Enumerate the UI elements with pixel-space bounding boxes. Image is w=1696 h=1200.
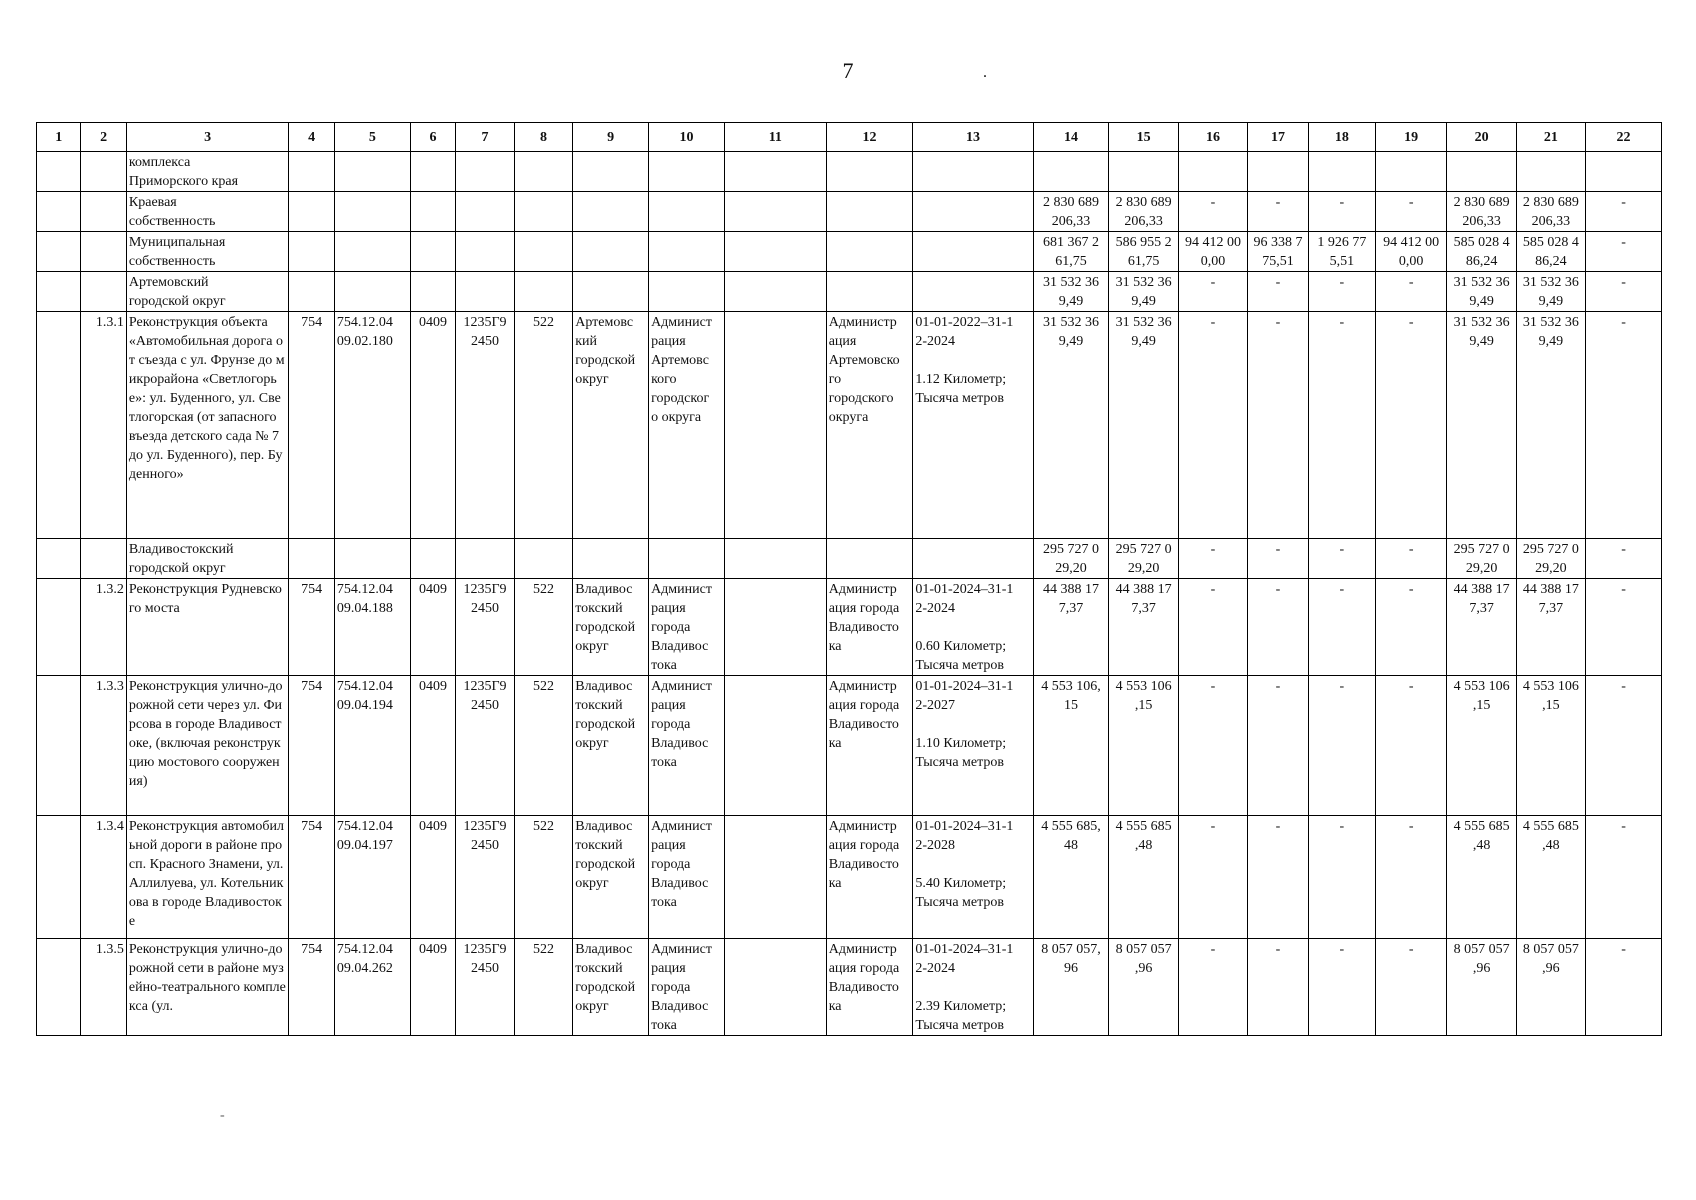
table-cell-col-21: 2 830 689 206,33	[1516, 192, 1585, 232]
column-header: 5	[334, 123, 410, 152]
table-cell-col-5	[334, 192, 410, 232]
table-cell-col-20: 585 028 4 86,24	[1447, 232, 1516, 272]
bottom-mark: -	[220, 1108, 225, 1123]
column-header: 18	[1308, 123, 1375, 152]
table-cell-col-17: -	[1248, 676, 1309, 816]
table-cell-col-22: -	[1586, 816, 1662, 939]
table-cell-col-18: 1 926 77 5,51	[1308, 232, 1375, 272]
column-header: 19	[1375, 123, 1447, 152]
table-cell-col-1	[37, 539, 81, 579]
table-cell-col-4	[289, 539, 335, 579]
table-cell-col-11	[724, 579, 826, 676]
table-cell-col-7	[456, 152, 515, 192]
table-cell-col-16: -	[1178, 939, 1247, 1036]
header-row	[37, 123, 1662, 152]
table-cell-col-15: 586 955 2 61,75	[1109, 232, 1178, 272]
table-cell-col-17: -	[1248, 312, 1309, 539]
table-cell-col-11	[724, 152, 826, 192]
table-cell-col-3: Краевая собственность	[126, 192, 289, 232]
table-row	[37, 676, 1662, 816]
table-cell-col-6: 0409	[410, 579, 456, 676]
table-cell-col-21: 31 532 36 9,49	[1516, 312, 1585, 539]
table-cell-col-12	[826, 539, 913, 579]
table-cell-col-2	[81, 232, 127, 272]
table-cell-col-17: -	[1248, 579, 1309, 676]
table-cell-col-22: -	[1586, 579, 1662, 676]
table-cell-col-8	[514, 272, 573, 312]
table-cell-col-13	[913, 539, 1033, 579]
table-cell-col-13: 01-01-2024–31-1 2-2024 0.60 Километр; Тысяча метров	[913, 579, 1033, 676]
table-cell-col-4: 754	[289, 676, 335, 816]
table-cell-col-12	[826, 192, 913, 232]
table-cell-col-2	[81, 192, 127, 232]
table-cell-col-18	[1308, 152, 1375, 192]
column-header: 4	[289, 123, 335, 152]
table-cell-col-19: -	[1375, 272, 1447, 312]
table-cell-col-21	[1516, 152, 1585, 192]
table-cell-col-6	[410, 272, 456, 312]
table-row	[37, 816, 1662, 939]
table-cell-col-20: 2 830 689 206,33	[1447, 192, 1516, 232]
table-cell-col-21: 4 555 685 ,48	[1516, 816, 1585, 939]
table-cell-col-15	[1109, 152, 1178, 192]
column-header: 8	[514, 123, 573, 152]
table-row	[37, 192, 1662, 232]
table-cell-col-10	[649, 152, 725, 192]
table-cell-col-8: 522	[514, 312, 573, 539]
table-cell-col-22: -	[1586, 939, 1662, 1036]
table-cell-col-11	[724, 939, 826, 1036]
table-cell-col-17: -	[1248, 272, 1309, 312]
table-cell-col-15: 31 532 36 9,49	[1109, 312, 1178, 539]
table-cell-col-17: 96 338 7 75,51	[1248, 232, 1309, 272]
column-header: 13	[913, 123, 1033, 152]
table-cell-col-13: 01-01-2022–31-1 2-2024 1.12 Километр; Тысяча метров	[913, 312, 1033, 539]
table-cell-col-8	[514, 232, 573, 272]
table-cell-col-11	[724, 539, 826, 579]
table-cell-col-19: -	[1375, 192, 1447, 232]
table-cell-col-17: -	[1248, 816, 1309, 939]
table-cell-col-18: -	[1308, 312, 1375, 539]
table-cell-col-5: 754.12.04 09.04.194	[334, 676, 410, 816]
table-cell-col-6: 0409	[410, 312, 456, 539]
table-cell-col-6: 0409	[410, 816, 456, 939]
table-cell-col-18: -	[1308, 539, 1375, 579]
table-cell-col-3: Реконструкция улично-дорожной сети через ул. Фирсова в городе Владивостоке, (включая реконструкцию мостового сооружения)	[126, 676, 289, 816]
table-cell-col-21: 585 028 4 86,24	[1516, 232, 1585, 272]
table-cell-col-14: 2 830 689 206,33	[1033, 192, 1109, 232]
table-cell-col-15: 44 388 17 7,37	[1109, 579, 1178, 676]
table-cell-col-14: 44 388 17 7,37	[1033, 579, 1109, 676]
table-cell-col-13: 01-01-2024–31-1 2-2024 2.39 Километр; Тысяча метров	[913, 939, 1033, 1036]
table-cell-col-10	[649, 192, 725, 232]
table-cell-col-6	[410, 152, 456, 192]
table-cell-col-2: 1.3.2	[81, 579, 127, 676]
table-cell-col-22: -	[1586, 539, 1662, 579]
table-cell-col-6: 0409	[410, 676, 456, 816]
table-cell-col-5: 754.12.04 09.04.197	[334, 816, 410, 939]
column-header: 14	[1033, 123, 1109, 152]
table-cell-col-9	[573, 539, 649, 579]
table-cell-col-16: -	[1178, 676, 1247, 816]
table-cell-col-21: 8 057 057 ,96	[1516, 939, 1585, 1036]
table-row	[37, 232, 1662, 272]
table-cell-col-12: Администр ация города Владивосто ка	[826, 676, 913, 816]
table-cell-col-13: 01-01-2024–31-1 2-2027 1.10 Километр; Тысяча метров	[913, 676, 1033, 816]
table-cell-col-8: 522	[514, 939, 573, 1036]
table-cell-col-4	[289, 232, 335, 272]
column-header: 3	[126, 123, 289, 152]
table-cell-col-3: Владивостокский городской округ	[126, 539, 289, 579]
budget-table	[36, 122, 1662, 1036]
table-cell-col-1	[37, 272, 81, 312]
table-cell-col-22: -	[1586, 676, 1662, 816]
table-cell-col-5: 754.12.04 09.04.262	[334, 939, 410, 1036]
column-header: 10	[649, 123, 725, 152]
table-cell-col-1	[37, 152, 81, 192]
table-cell-col-4: 754	[289, 939, 335, 1036]
table-cell-col-13: 01-01-2024–31-1 2-2028 5.40 Километр; Тысяча метров	[913, 816, 1033, 939]
table-cell-col-16: 94 412 00 0,00	[1178, 232, 1247, 272]
table-cell-col-9	[573, 272, 649, 312]
table-cell-col-6	[410, 232, 456, 272]
table-cell-col-21: 44 388 17 7,37	[1516, 579, 1585, 676]
table-cell-col-8: 522	[514, 676, 573, 816]
table-cell-col-11	[724, 272, 826, 312]
table-cell-col-8	[514, 539, 573, 579]
table-cell-col-11	[724, 816, 826, 939]
table-row	[37, 272, 1662, 312]
table-cell-col-7	[456, 539, 515, 579]
table-cell-col-14: 4 555 685, 48	[1033, 816, 1109, 939]
table-cell-col-22	[1586, 152, 1662, 192]
column-header: 11	[724, 123, 826, 152]
table-cell-col-13	[913, 232, 1033, 272]
table-cell-col-17: -	[1248, 539, 1309, 579]
table-cell-col-17: -	[1248, 192, 1309, 232]
table-cell-col-19: 94 412 00 0,00	[1375, 232, 1447, 272]
table-cell-col-11	[724, 676, 826, 816]
column-header: 1	[37, 123, 81, 152]
column-header: 12	[826, 123, 913, 152]
table-cell-col-20: 4 553 106 ,15	[1447, 676, 1516, 816]
table-cell-col-4	[289, 192, 335, 232]
table-row	[37, 312, 1662, 539]
table-cell-col-4: 754	[289, 579, 335, 676]
table-cell-col-20	[1447, 152, 1516, 192]
table-cell-col-10	[649, 232, 725, 272]
table-cell-col-7: 1235Г9 2450	[456, 939, 515, 1036]
table-cell-col-4: 754	[289, 312, 335, 539]
table-cell-col-8: 522	[514, 816, 573, 939]
table-cell-col-11	[724, 192, 826, 232]
table-row	[37, 152, 1662, 192]
table-cell-col-16: -	[1178, 192, 1247, 232]
table-cell-col-14: 681 367 2 61,75	[1033, 232, 1109, 272]
table-cell-col-10: Админист рация города Владивос тока	[649, 579, 725, 676]
table-cell-col-8	[514, 192, 573, 232]
table-cell-col-7	[456, 232, 515, 272]
table-cell-col-4	[289, 272, 335, 312]
table-cell-col-12	[826, 272, 913, 312]
table-cell-col-20: 295 727 0 29,20	[1447, 539, 1516, 579]
table-cell-col-16: -	[1178, 312, 1247, 539]
page-dot-mark: .	[983, 64, 987, 81]
table-cell-col-22: -	[1586, 312, 1662, 539]
table-cell-col-12	[826, 232, 913, 272]
table-cell-col-15: 2 830 689 206,33	[1109, 192, 1178, 232]
table-cell-col-15: 31 532 36 9,49	[1109, 272, 1178, 312]
table-cell-col-5: 754.12.04 09.02.180	[334, 312, 410, 539]
table-cell-col-19: -	[1375, 579, 1447, 676]
table-cell-col-10: Админист рация города Владивос тока	[649, 676, 725, 816]
table-cell-col-16: -	[1178, 272, 1247, 312]
table-cell-col-9: Владивос токский городской округ	[573, 939, 649, 1036]
table-cell-col-8: 522	[514, 579, 573, 676]
table-cell-col-12	[826, 152, 913, 192]
column-header: 22	[1586, 123, 1662, 152]
table-cell-col-5	[334, 272, 410, 312]
table-cell-col-12: Администр ация города Владивосто ка	[826, 816, 913, 939]
table-cell-col-14: 31 532 36 9,49	[1033, 272, 1109, 312]
table-cell-col-7	[456, 192, 515, 232]
table-cell-col-14: 295 727 0 29,20	[1033, 539, 1109, 579]
table-cell-col-9	[573, 192, 649, 232]
table-cell-col-2: 1.3.4	[81, 816, 127, 939]
table-cell-col-21: 295 727 0 29,20	[1516, 539, 1585, 579]
table-cell-col-12: Администр ация города Владивосто ка	[826, 579, 913, 676]
table-cell-col-18: -	[1308, 676, 1375, 816]
table-cell-col-13	[913, 272, 1033, 312]
page-number: 7	[842, 58, 854, 83]
table-cell-col-14	[1033, 152, 1109, 192]
table-cell-col-6: 0409	[410, 939, 456, 1036]
table-cell-col-2	[81, 539, 127, 579]
table-cell-col-2: 1.3.5	[81, 939, 127, 1036]
table-row	[37, 579, 1662, 676]
table-cell-col-12: Администр ация города Владивосто ка	[826, 939, 913, 1036]
table-cell-col-1	[37, 939, 81, 1036]
table-cell-col-14: 8 057 057, 96	[1033, 939, 1109, 1036]
table-cell-col-1	[37, 816, 81, 939]
table-cell-col-2	[81, 272, 127, 312]
column-header: 21	[1516, 123, 1585, 152]
column-header: 2	[81, 123, 127, 152]
table-cell-col-1	[37, 192, 81, 232]
table-cell-col-9: Артемовс кий городской округ	[573, 312, 649, 539]
table-cell-col-15: 8 057 057 ,96	[1109, 939, 1178, 1036]
table-cell-col-12: Администр ация Артемовско го городского округа	[826, 312, 913, 539]
table-cell-col-16: -	[1178, 816, 1247, 939]
table-cell-col-19: -	[1375, 312, 1447, 539]
table-cell-col-10: Админист рация города Владивос тока	[649, 816, 725, 939]
column-header: 17	[1248, 123, 1309, 152]
table-cell-col-16: -	[1178, 539, 1247, 579]
table-cell-col-18: -	[1308, 816, 1375, 939]
table-cell-col-10: Админист рация Артемовс кого городског о округа	[649, 312, 725, 539]
table-cell-col-9: Владивос токский городской округ	[573, 676, 649, 816]
table-cell-col-10: Админист рация города Владивос тока	[649, 939, 725, 1036]
table-cell-col-20: 31 532 36 9,49	[1447, 272, 1516, 312]
column-header: 20	[1447, 123, 1516, 152]
table-cell-col-14: 31 532 36 9,49	[1033, 312, 1109, 539]
table-row	[37, 939, 1662, 1036]
table-cell-col-2: 1.3.3	[81, 676, 127, 816]
table-cell-col-4: 754	[289, 816, 335, 939]
table-cell-col-16	[1178, 152, 1247, 192]
table-cell-col-20: 44 388 17 7,37	[1447, 579, 1516, 676]
table-cell-col-3: Реконструкция улично-дорожной сети в районе музейно-театрального комплекса (ул.	[126, 939, 289, 1036]
table-cell-col-15: 4 553 106 ,15	[1109, 676, 1178, 816]
table-cell-col-19: -	[1375, 939, 1447, 1036]
table-cell-col-21: 31 532 36 9,49	[1516, 272, 1585, 312]
table-cell-col-6	[410, 539, 456, 579]
column-header: 16	[1178, 123, 1247, 152]
table-cell-col-1	[37, 676, 81, 816]
table-row	[37, 539, 1662, 579]
table-cell-col-15: 4 555 685 ,48	[1109, 816, 1178, 939]
column-header: 6	[410, 123, 456, 152]
table-cell-col-7: 1235Г9 2450	[456, 312, 515, 539]
table-cell-col-22: -	[1586, 192, 1662, 232]
table-cell-col-19: -	[1375, 539, 1447, 579]
table-cell-col-5	[334, 539, 410, 579]
column-header: 9	[573, 123, 649, 152]
table-cell-col-18: -	[1308, 272, 1375, 312]
table-cell-col-22: -	[1586, 232, 1662, 272]
table-cell-col-7: 1235Г9 2450	[456, 676, 515, 816]
table-cell-col-16: -	[1178, 579, 1247, 676]
table-cell-col-9: Владивос токский городской округ	[573, 816, 649, 939]
table-cell-col-7: 1235Г9 2450	[456, 816, 515, 939]
table-cell-col-11	[724, 232, 826, 272]
table-cell-col-2: 1.3.1	[81, 312, 127, 539]
table-cell-col-1	[37, 312, 81, 539]
table-cell-col-2	[81, 152, 127, 192]
table-cell-col-11	[724, 312, 826, 539]
table-cell-col-18: -	[1308, 939, 1375, 1036]
table-cell-col-6	[410, 192, 456, 232]
table-cell-col-3: Реконструкция автомобильной дороги в районе просп. Красного Знамени, ул. Аллилуева, ул. Котельникова в городе Владивостоке	[126, 816, 289, 939]
table-cell-col-4	[289, 152, 335, 192]
table-cell-col-22: -	[1586, 272, 1662, 312]
table-cell-col-3: Муниципальная собственность	[126, 232, 289, 272]
table-cell-col-20: 4 555 685 ,48	[1447, 816, 1516, 939]
table-cell-col-9: Владивос токский городской округ	[573, 579, 649, 676]
table-cell-col-20: 31 532 36 9,49	[1447, 312, 1516, 539]
table-cell-col-14: 4 553 106, 15	[1033, 676, 1109, 816]
table-cell-col-15: 295 727 0 29,20	[1109, 539, 1178, 579]
table-cell-col-3: Реконструкция Рудневского моста	[126, 579, 289, 676]
table-cell-col-3: Реконструкция объекта «Автомобильная дорога от съезда с ул. Фрунзе до микрорайона «Светлогорье»: ул. Буденного, ул. Светлогорская (от запасного въезда детского сада № 7 до ул. Буденного), пер. Буденного»	[126, 312, 289, 539]
table-cell-col-19: -	[1375, 816, 1447, 939]
table-cell-col-13	[913, 152, 1033, 192]
table-cell-col-9	[573, 232, 649, 272]
table-cell-col-20: 8 057 057 ,96	[1447, 939, 1516, 1036]
table-cell-col-5	[334, 152, 410, 192]
table-cell-col-3: Артемовский городской округ	[126, 272, 289, 312]
table-cell-col-7: 1235Г9 2450	[456, 579, 515, 676]
table-cell-col-19	[1375, 152, 1447, 192]
table-cell-col-18: -	[1308, 579, 1375, 676]
table-cell-col-1	[37, 232, 81, 272]
table-cell-col-7	[456, 272, 515, 312]
table-cell-col-5: 754.12.04 09.04.188	[334, 579, 410, 676]
table-cell-col-21: 4 553 106 ,15	[1516, 676, 1585, 816]
table-cell-col-17	[1248, 152, 1309, 192]
table-cell-col-1	[37, 579, 81, 676]
table-cell-col-8	[514, 152, 573, 192]
table-cell-col-5	[334, 232, 410, 272]
table-cell-col-13	[913, 192, 1033, 232]
column-header: 15	[1109, 123, 1178, 152]
table-cell-col-17: -	[1248, 939, 1309, 1036]
table-cell-col-10	[649, 539, 725, 579]
table-cell-col-18: -	[1308, 192, 1375, 232]
table-cell-col-9	[573, 152, 649, 192]
table-cell-col-10	[649, 272, 725, 312]
table-cell-col-3: комплекса Приморского края	[126, 152, 289, 192]
table-cell-col-19: -	[1375, 676, 1447, 816]
column-header: 7	[456, 123, 515, 152]
